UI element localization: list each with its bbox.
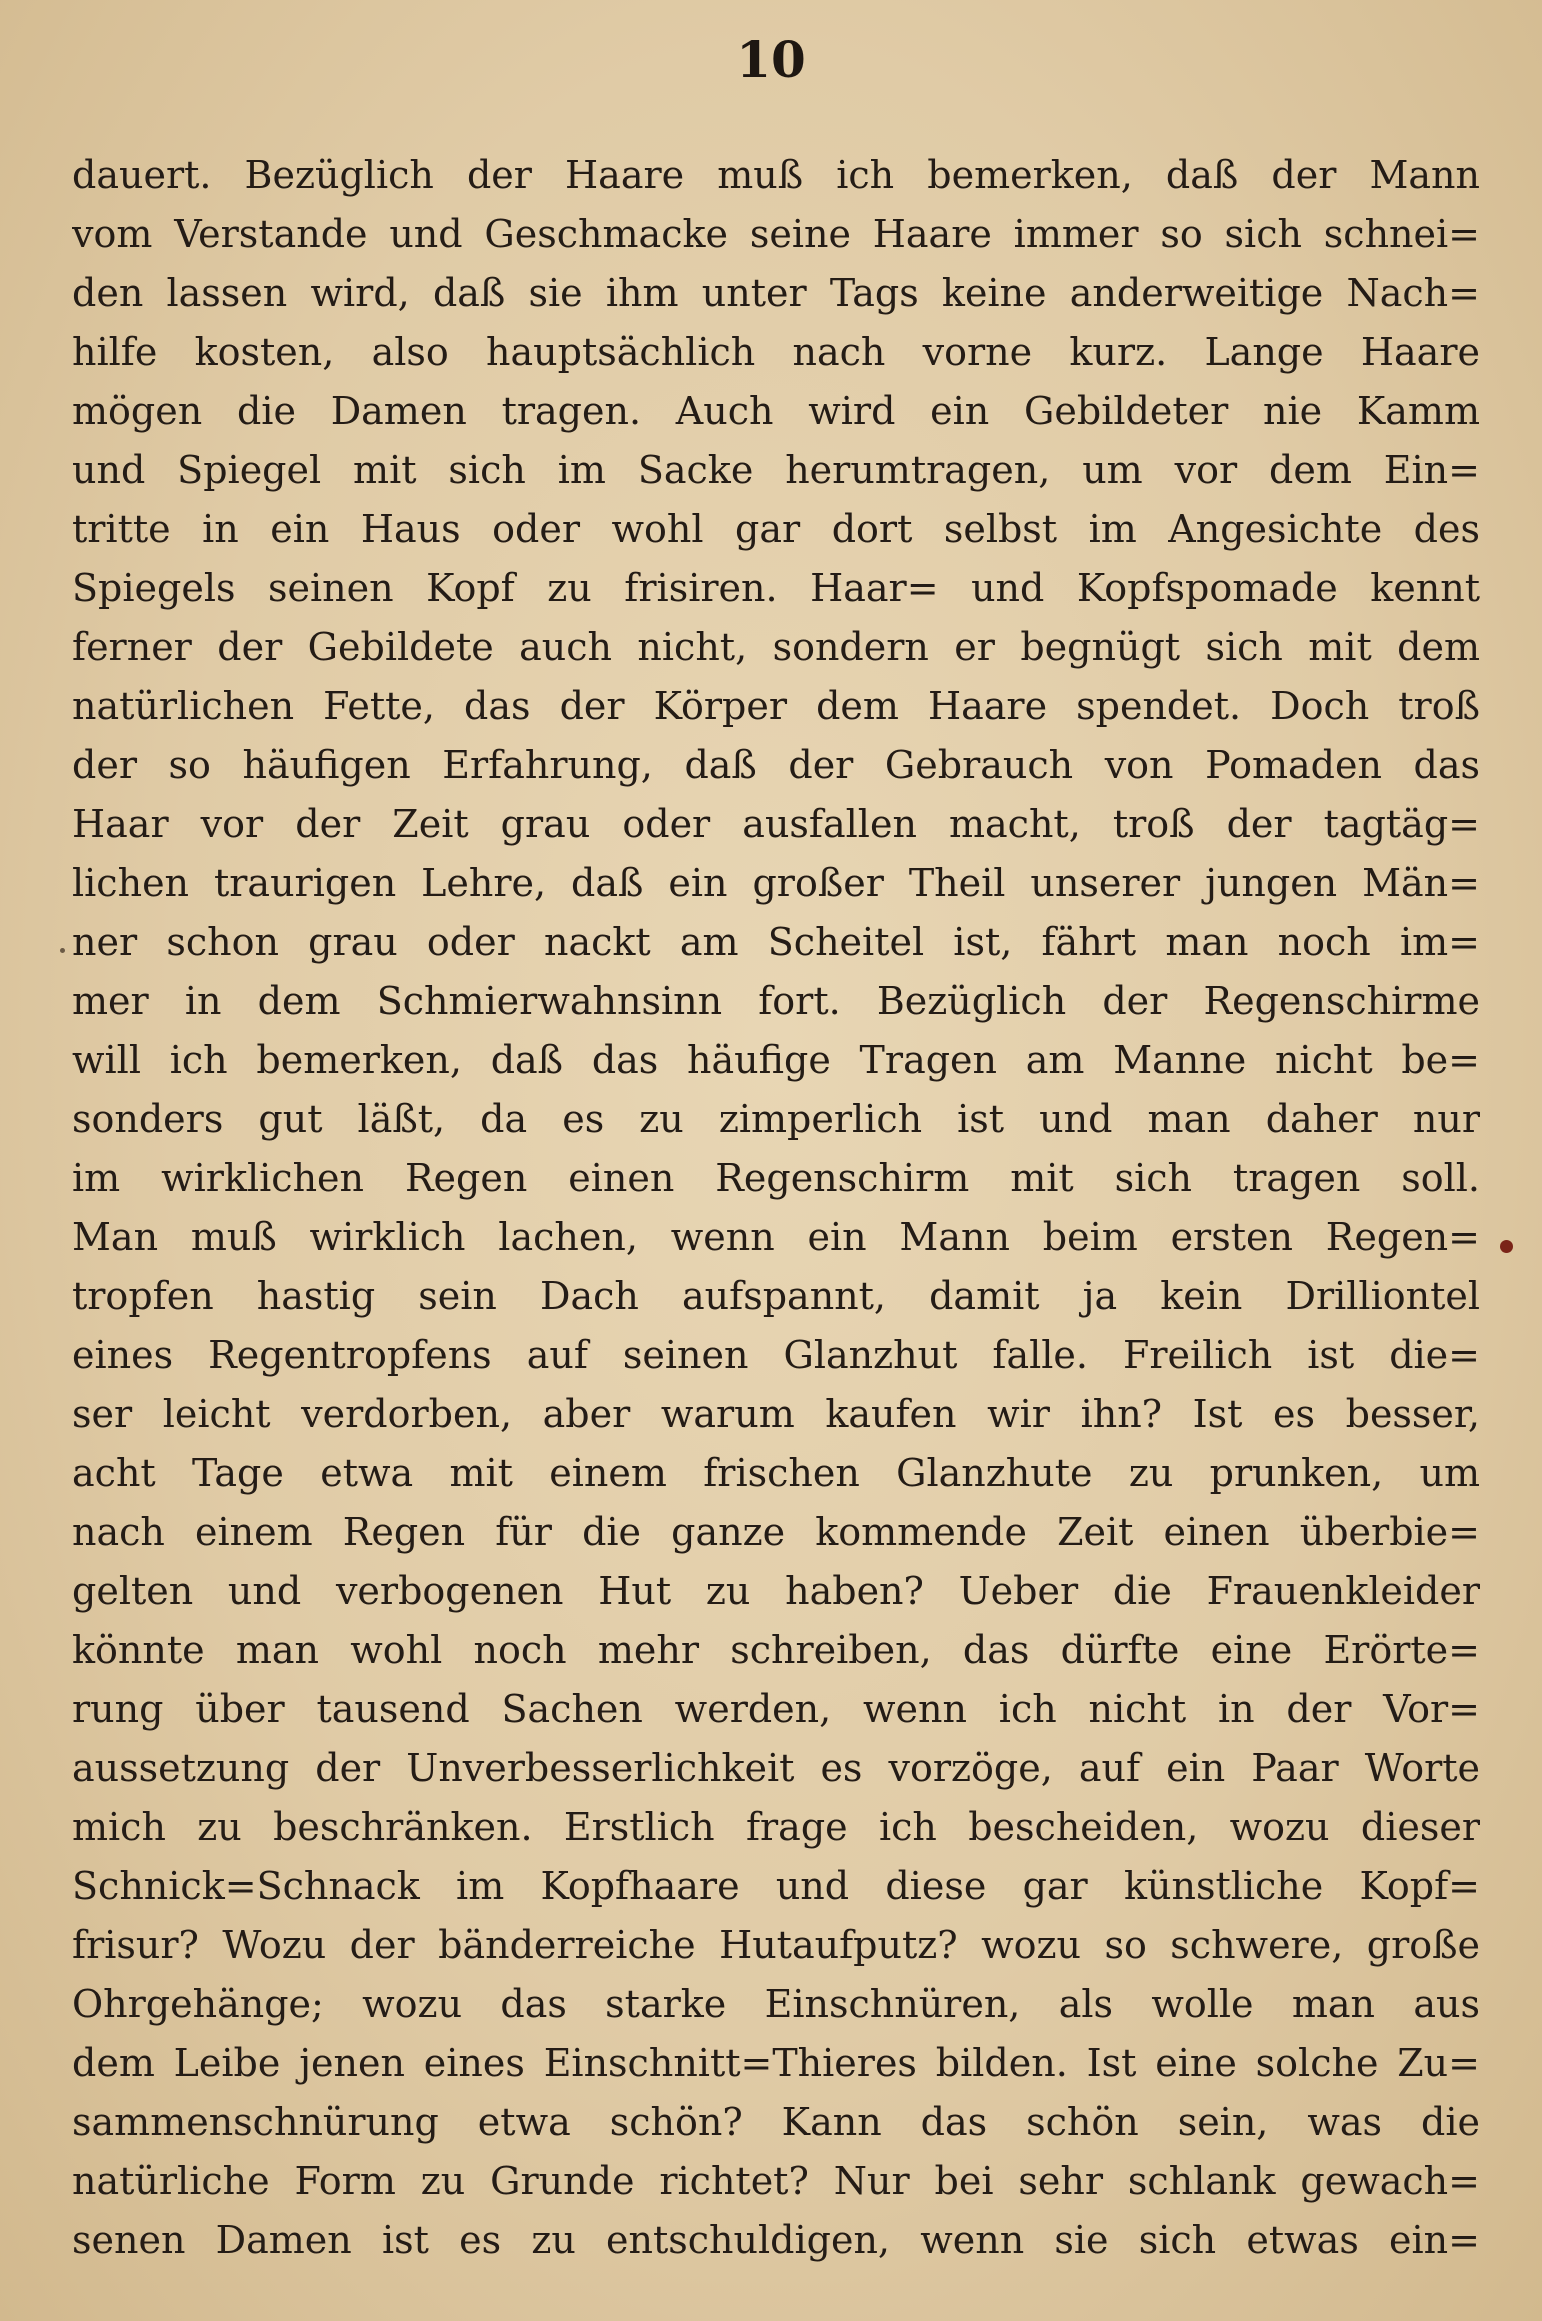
text-line: tropfen hastig sein Dach aufspannt, damit ja kein Drilliontel [72,1274,1480,1318]
text-line: ner schon grau oder nackt am Scheitel ist, fährt man noch im= [72,920,1480,964]
text-line: Spiegels seinen Kopf zu frisiren. Haar= und Kopfspomade kennt [72,566,1480,610]
text-line: im wirklichen Regen einen Regenschirm mit sich tragen soll. [72,1156,1480,1200]
text-line: senen Damen ist es zu entschuldigen, wenn sie sich etwas ein= [72,2218,1480,2262]
text-line: könnte man wohl noch mehr schreiben, das dürfte eine Erörte= [72,1628,1480,1672]
text-line: Man muß wirklich lachen, wenn ein Mann beim ersten Regen= [72,1215,1480,1259]
text-line: Haar vor der Zeit grau oder ausfallen macht, troß der tagtäg= [72,802,1480,846]
text-line: eines Regentropfens auf seinen Glanzhut falle. Freilich ist die= [72,1333,1480,1377]
text-line: hilfe kosten, also hauptsächlich nach vorne kurz. Lange Haare [72,330,1480,374]
text-line: sammenschnürung etwa schön? Kann das schön sein, was die [72,2100,1480,2144]
text-line: tritte in ein Haus oder wohl gar dort selbst im Angesichte des [72,507,1480,551]
text-line: ser leicht verdorben, aber warum kaufen wir ihn? Ist es besser, [72,1392,1480,1436]
ink-speck [1500,1240,1513,1253]
text-line: nach einem Regen für die ganze kommende Zeit einen überbie= [72,1510,1480,1554]
text-line: frisur? Wozu der bänderreiche Hutaufputz? wozu so schwere, große [72,1923,1480,1967]
text-line: mögen die Damen tragen. Auch wird ein Gebildeter nie Kamm [72,389,1480,433]
text-line: mer in dem Schmierwahnsinn fort. Bezüglich der Regenschirme [72,979,1480,1023]
page-number: 10 [736,30,806,89]
text-line: mich zu beschränken. Erstlich frage ich bescheiden, wozu dieser [72,1805,1480,1849]
text-line: Ohrgehänge; wozu das starke Einschnüren, als wolle man aus [72,1982,1480,2026]
text-line: der so häufigen Erfahrung, daß der Gebrauch von Pomaden das [72,743,1480,787]
text-line: vom Verstande und Geschmacke seine Haare immer so sich schnei= [72,212,1480,256]
text-line: gelten und verbogenen Hut zu haben? Ueber die Frauenkleider [72,1569,1480,1613]
text-line: sonders gut läßt, da es zu zimperlich ist und man daher nur [72,1097,1480,1141]
text-line: natürlichen Fette, das der Körper dem Haare spendet. Doch troß [72,684,1480,728]
text-line: natürliche Form zu Grunde richtet? Nur bei sehr schlank gewach= [72,2159,1480,2203]
text-line: aussetzung der Unverbesserlichkeit es vorzöge, auf ein Paar Worte [72,1746,1480,1790]
text-line: will ich bemerken, daß das häufige Tragen am Manne nicht be= [72,1038,1480,1082]
text-line: lichen traurigen Lehre, daß ein großer Theil unserer jungen Män= [72,861,1480,905]
ink-speck [60,948,65,953]
text-line: rung über tausend Sachen werden, wenn ich nicht in der Vor= [72,1687,1480,1731]
text-line: ferner der Gebildete auch nicht, sondern er begnügt sich mit dem [72,625,1480,669]
text-line: dauert. Bezüglich der Haare muß ich bemerken, daß der Mann [72,153,1480,197]
text-line: acht Tage etwa mit einem frischen Glanzhute zu prunken, um [72,1451,1480,1495]
body-text [72,146,1480,2270]
text-line: Schnick=Schnack im Kopfhaare und diese gar künstliche Kopf= [72,1864,1480,1908]
text-line: dem Leibe jenen eines Einschnitt=Thieres bilden. Ist eine solche Zu= [72,2041,1480,2085]
text-line: den lassen wird, daß sie ihm unter Tags keine anderweitige Nach= [72,271,1480,315]
text-line: und Spiegel mit sich im Sacke herumtragen, um vor dem Ein= [72,448,1480,492]
